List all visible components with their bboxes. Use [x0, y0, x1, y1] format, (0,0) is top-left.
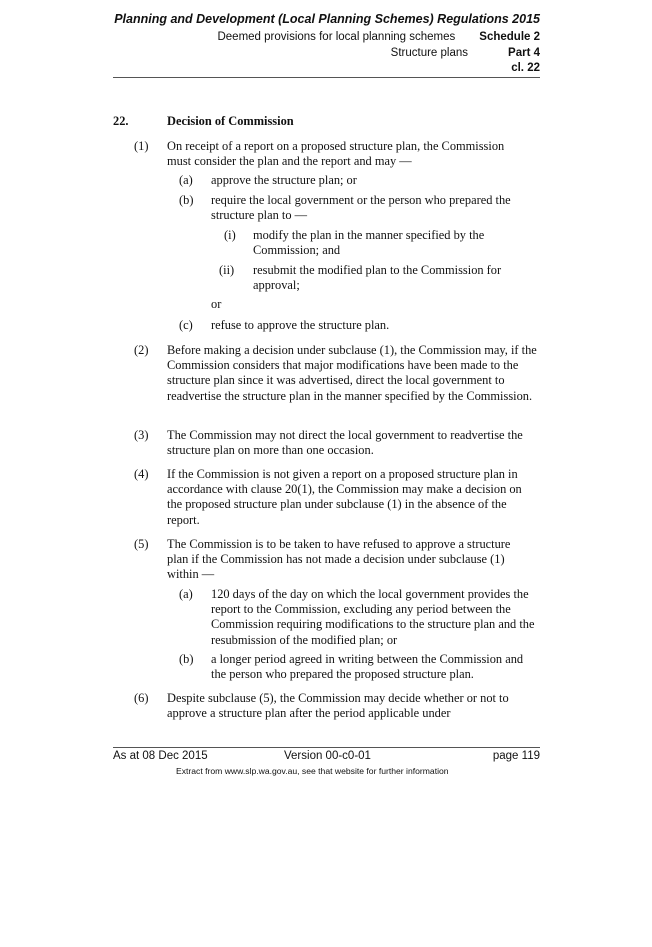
header-clause-number: cl. 22: [511, 62, 540, 74]
subclause-5-text: The Commission is to be taken to have refused to approve a structure plan if the Commission has not made a decision under subclause (1) within —: [167, 537, 511, 582]
subclause-1-number: (1): [134, 139, 149, 153]
subclause-1a-text: approve the structure plan; or: [211, 173, 357, 187]
subclause-4-number: (4): [134, 467, 149, 481]
subclause-1b-text: require the local government or the person who prepared the structure plan to —: [211, 193, 511, 223]
subclause-2-text: Before making a decision under subclause (1), the Commission may, if the Commission considers that major modifications have been made to the structure plan since it was advertised, direct the local government to readvertise the structure plan in the manner specified by the Commission.: [167, 343, 537, 403]
document-title: Planning and Development (Local Planning Schemes) Regulations 2015: [114, 12, 540, 26]
header-schedule-description: Deemed provisions for local planning schemes: [217, 31, 456, 43]
subclause-6-number: (6): [134, 691, 149, 705]
footer-extract-notice: Extract from www.slp.wa.gov.au, see that website for further information: [176, 766, 449, 776]
header-part-description: Structure plans: [390, 47, 469, 59]
subclause-1bii-text: resubmit the modified plan to the Commission for approval;: [253, 263, 502, 293]
header-schedule-number: Schedule 2: [479, 31, 540, 43]
subclause-1-text: On receipt of a report on a proposed structure plan, the Commission must consider the plan and the report and may —: [167, 139, 505, 169]
section-number: 22.: [113, 114, 129, 128]
subclause-1a-number: (a): [179, 173, 193, 187]
subclause-1bi-text: modify the plan in the manner specified by the Commission; and: [253, 228, 485, 258]
subclause-6-text: Despite subclause (5), the Commission may decide whether or not to approve a structure plan after the period applicable under: [167, 691, 509, 721]
footer-date: As at 08 Dec 2015: [113, 750, 208, 762]
subclause-1bi-number: (i): [224, 228, 236, 242]
footer-version: Version 00-c0-01: [284, 750, 371, 762]
footer-page-number: page 119: [492, 750, 540, 762]
subclause-2-number: (2): [134, 343, 149, 357]
subclause-4-text: If the Commission is not given a report on a proposed structure plan in accordance with clause 20(1), the Commission may make a decision on the proposed structure plan under subclause (1) in the absence of the report.: [167, 467, 522, 527]
subclause-5a-text: 120 days of the day on which the local government provides the report to the Commission, excluding any period between the Commission requiring modifications to the structure plan and the resubmission of the modified plan; or: [211, 587, 535, 647]
subclause-3-number: (3): [134, 428, 149, 442]
subclause-1b-connector: or: [211, 297, 222, 311]
header-row-part: [391, 47, 540, 59]
subclause-5-number: (5): [134, 537, 149, 551]
subclause-1b-number: (b): [179, 193, 194, 207]
subclause-1c-number: (c): [179, 318, 193, 332]
section-heading: Decision of Commission: [167, 114, 294, 128]
footer-rule: [113, 747, 540, 748]
header-part-number: Part 4: [508, 47, 540, 59]
header-row-clause: [511, 62, 540, 74]
subclause-5b-number: (b): [179, 652, 194, 666]
header-row-schedule: [217, 31, 540, 43]
subclause-1bii-number: (ii): [219, 263, 235, 277]
subclause-3-text: The Commission may not direct the local government to readvertise the structure plan on more than one occasion.: [167, 428, 523, 458]
subclause-5b-text: a longer period agreed in writing between the Commission and the person who prepared the proposed structure plan.: [211, 652, 524, 682]
subclause-5a-number: (a): [179, 587, 193, 601]
header-rule: [113, 77, 540, 78]
subclause-1c-text: refuse to approve the structure plan.: [211, 318, 390, 332]
